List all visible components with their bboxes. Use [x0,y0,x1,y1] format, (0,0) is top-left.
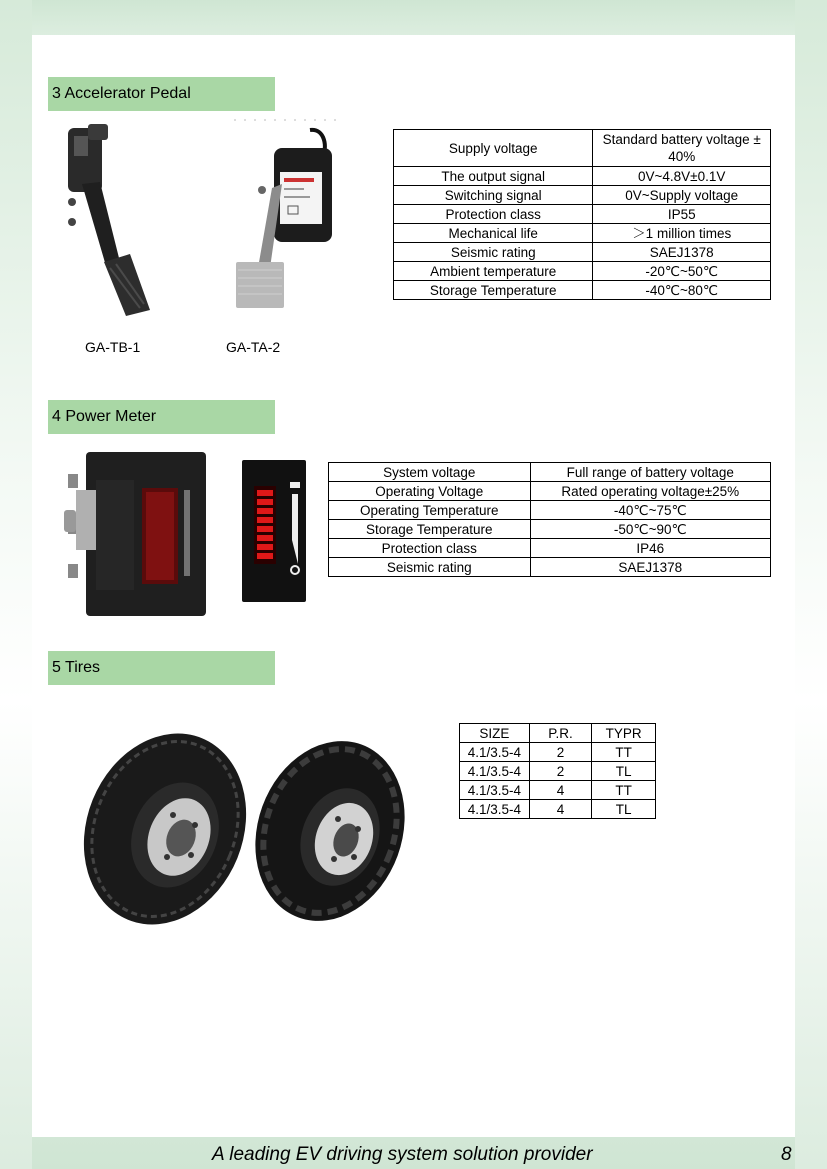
spec-label: Seismic rating [329,558,531,577]
section-header-accelerator-pedal: 3 Accelerator Pedal [48,77,275,111]
spec-value: 0V~4.8V±0.1V [593,167,771,186]
spec-label: Protection class [394,205,593,224]
table-header-row [460,724,656,743]
spec-label: The output signal [394,167,593,186]
cell-pr: 4 [529,800,592,819]
power-meter-image-front [242,460,306,602]
spec-label: Protection class [329,539,531,558]
table-row [329,501,771,520]
page-number: 8 [781,1144,792,1165]
spec-label: Storage Temperature [394,281,593,300]
cell-size: 4.1/3.5-4 [460,743,530,762]
pedal-caption-ga-tb-1: GA-TB-1 [85,339,141,355]
column-header-size: SIZE [460,724,530,743]
spec-value: SAEJ1378 [530,558,770,577]
column-header-typr: TYPR [592,724,656,743]
table-row [329,520,771,539]
page-side-band-left [0,0,32,1169]
cell-type: TT [592,781,656,800]
table-row [329,482,771,501]
table-row [460,800,656,819]
spec-label: Switching signal [394,186,593,205]
spec-value: Full range of battery voltage [530,463,770,482]
pedal-caption-ga-ta-2: GA-TA-2 [226,339,281,355]
spec-label: Operating Voltage [329,482,531,501]
spec-label: System voltage [329,463,531,482]
table-row [394,224,771,243]
pedal-image-ga-tb-1 [60,122,155,317]
spec-value: -50℃~90℃ [530,520,770,539]
table-row [394,262,771,281]
table-row [394,186,771,205]
spec-label: Mechanical life [394,224,593,243]
spec-value: 0V~Supply voltage [593,186,771,205]
spec-value: Rated operating voltage±25% [530,482,770,501]
tire-image-lug [250,735,405,925]
cell-pr: 2 [529,762,592,781]
spec-label: Operating Temperature [329,501,531,520]
spec-value: IP46 [530,539,770,558]
tires-table [459,723,656,819]
table-row [394,130,771,167]
spec-value: Standard battery voltage ± 40% [593,130,771,167]
table-row [329,558,771,577]
section-header-tires: 5 Tires [48,651,275,685]
cell-type: TL [592,800,656,819]
table-row [460,781,656,800]
spec-value: -40℃~75℃ [530,501,770,520]
section-header-power-meter: 4 Power Meter [48,400,275,434]
column-header-pr: P.R. [529,724,592,743]
table-row [394,281,771,300]
power-meter-image-side [60,450,210,620]
cell-pr: 2 [529,743,592,762]
power-meter-spec-table [328,462,771,577]
spec-value: ＞1 million times [593,224,771,243]
cell-size: 4.1/3.5-4 [460,762,530,781]
spec-label: Seismic rating [394,243,593,262]
cell-type: TT [592,743,656,762]
cell-size: 4.1/3.5-4 [460,800,530,819]
cell-size: 4.1/3.5-4 [460,781,530,800]
spec-value: -20℃~50℃ [593,262,771,281]
table-row [460,762,656,781]
page-side-band-right [795,0,827,1169]
spec-label: Storage Temperature [329,520,531,539]
tire-image-rib [75,725,250,930]
cell-type: TL [592,762,656,781]
table-row [394,205,771,224]
table-row [329,539,771,558]
footer-tagline: A leading EV driving system solution provider [212,1144,593,1165]
table-row [329,463,771,482]
pedal-spec-table [393,129,771,300]
table-row [394,167,771,186]
spec-label: Ambient temperature [394,262,593,281]
cell-pr: 4 [529,781,592,800]
spec-value: -40℃~80℃ [593,281,771,300]
spec-label: Supply voltage [394,130,593,167]
spec-value: IP55 [593,205,771,224]
table-row [394,243,771,262]
pedal-image-ga-ta-2 [230,118,345,313]
spec-value: SAEJ1378 [593,243,771,262]
table-row [460,743,656,762]
